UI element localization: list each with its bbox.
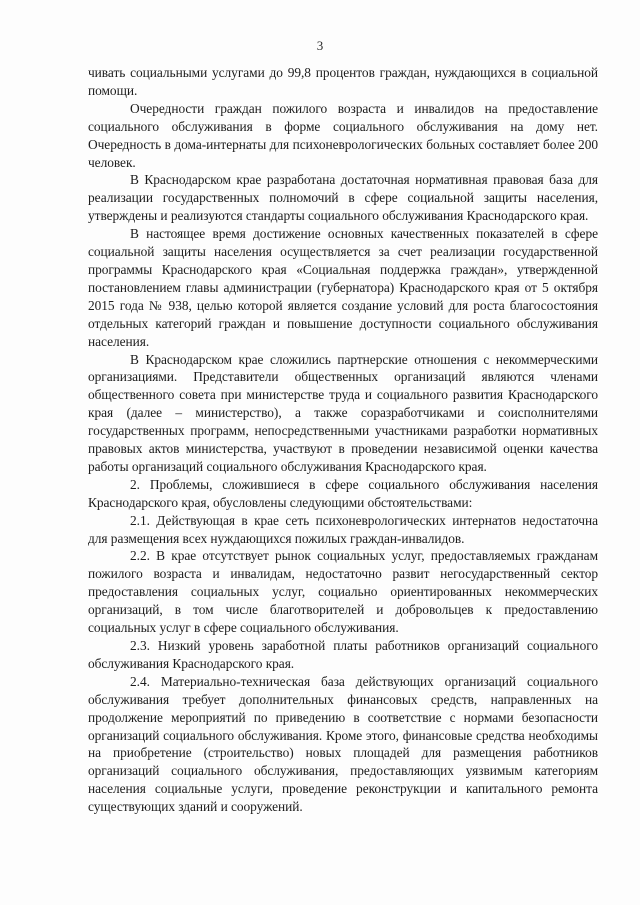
paragraph-problem-2-4: 2.4. Материально-техническая база действующих организаций социального обслуживания требует дополнительных финансовых средств, направленных на продолжение мероприятий по приведению в соответствие с нормами безопасности организаций социального обслуживания. Кроме этого, финансовые средства необходимы на приобретение (строительство) новых площадей для размещения работников организаций социального обслуживания, предоставляющих уязвимым категориям населения социальные услуги, проведение реконструкции и капитального ремонта существующих зданий и сооружений. <box>88 673 598 815</box>
paragraph-continuation: чивать социальными услугами до 99,8 процентов граждан, нуждающихся в социальной помощи. <box>88 65 598 98</box>
paragraph-problems-intro: 2. Проблемы, сложившиеся в сфере социального обслуживания населения Краснодарского края, обусловлены следующими обстоятельствами: <box>88 476 598 510</box>
page-number: 3 <box>316 38 324 53</box>
document-body <box>88 64 598 816</box>
paragraph-queue-status: Очередности граждан пожилого возраста и инвалидов на предоставление социального обслуживания в форме социального обслуживания на дому нет. Очередность в дома-интернаты для психоневрологических больных составляет более 200 человек. <box>88 100 598 170</box>
paragraph-nonprofit-partnership: В Краснодарском крае сложились партнерские отношения с некоммерческими организациями. Представители общественных организаций являются членами общественного совета при министерстве труда и социального развития Краснодарского края (далее – министерство), а также соразработчиками и соисполнителями государственных программ, непосредственными участниками разработки нормативных правовых актов министерства, участвуют в проведении независимой оценки качества работы организаций социального обслуживания Краснодарского края. <box>88 351 598 474</box>
paragraph-state-program: В настоящее время достижение основных качественных показателей в сфере социальной защиты населения осуществляется за счет реализации государственной программы Краснодарского края «Социальная поддержка граждан», утвержденной постановлением главы администрации (губернатора) Краснодарского края от 5 октября 2015 года № 938, целью которой является создание условий для роста благосостояния отдельных категорий граждан и повышение доступности социального обслуживания населения. <box>88 226 598 349</box>
paragraph-problem-2-1: 2.1. Действующая в крае сеть психоневрологических интернатов недостаточна для размещения всех нуждающихся пожилых граждан-инвалидов. <box>88 512 598 546</box>
paragraph-problem-2-2: 2.2. В крае отсутствует рынок социальных услуг, предоставляемых гражданам пожилого возраста и инвалидам, недостаточно развит негосударственный сектор предоставления социальных услуг, социально ориентированных некоммерческих организаций, в том числе благотворителей и добровольцев к предоставлению социальных услуг в сфере социального обслуживания. <box>88 548 598 636</box>
paragraph-problem-2-3: 2.3. Низкий уровень заработной платы работников организаций социального обслуживания Краснодарского края. <box>88 638 598 671</box>
paragraph-legal-base: В Краснодарском крае разработана достаточная нормативная правовая база для реализации государственных полномочий в сфере социальной защиты населения, утверждены и реализуются стандарты социального обслуживания Краснодарского края. <box>88 172 598 224</box>
